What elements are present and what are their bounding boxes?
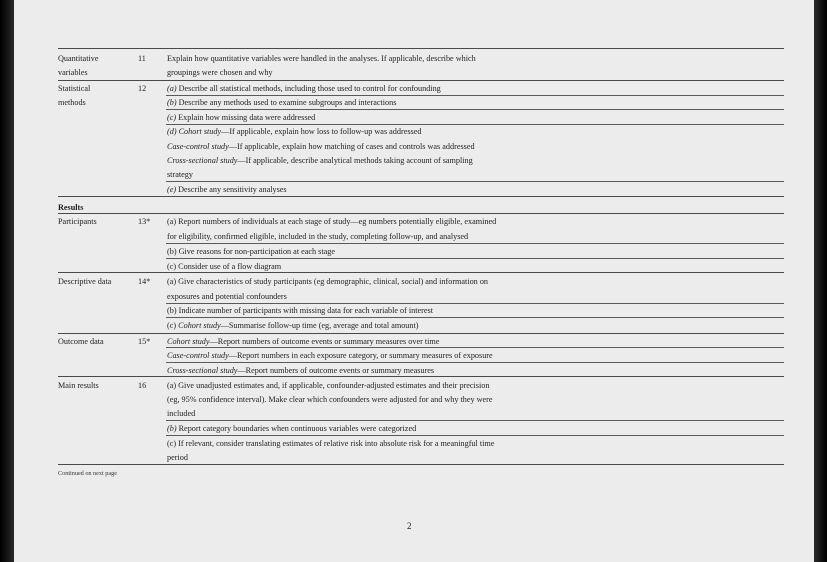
- item-number: 11: [138, 54, 146, 63]
- row-divider: [58, 376, 784, 377]
- item-number: 12: [138, 84, 147, 93]
- item-text: (b) Indicate number of participants with missing data for each variable of interest: [167, 306, 433, 315]
- item-text: (d) Cohort study—If applicable, explain how loss to follow-up was addressed: [167, 127, 422, 136]
- item-text: for eligibility, confirmed eligible, included in the study, completing follow-up, and analysed: [167, 232, 469, 241]
- item-divider: [166, 347, 784, 348]
- item-text: (a) Report numbers of individuals at each stage of study—eg numbers potentially eligible, examined: [167, 217, 497, 226]
- item-divider: [166, 95, 784, 96]
- row-label: Participants: [58, 217, 97, 226]
- item-text: (e) Describe any sensitivity analyses: [167, 185, 287, 194]
- item-text: exposures and potential confounders: [167, 292, 287, 301]
- item-divider: [166, 420, 784, 421]
- row-divider: [58, 213, 784, 214]
- item-divider: [166, 317, 784, 318]
- document-page: [14, 0, 814, 562]
- item-text: (b) Give reasons for non-participation at each stage: [167, 247, 336, 256]
- continued-note: Continued on next page: [58, 470, 117, 477]
- left-shadow: [0, 0, 14, 562]
- row-label: Quantitative: [58, 54, 99, 63]
- item-text: Case-control study—If applicable, explain how matching of cases and controls was addressed: [167, 142, 475, 151]
- item-number: 15*: [138, 337, 151, 346]
- item-text: (c) Explain how missing data were addressed: [167, 113, 316, 122]
- item-text: Cross-sectional study—Report numbers of outcome events or summary measures: [167, 366, 435, 375]
- item-number: 16: [138, 381, 147, 390]
- item-divider: [166, 435, 784, 436]
- page-number: 2: [407, 521, 412, 531]
- item-divider: [166, 362, 784, 363]
- item-text: (a) Give characteristics of study participants (eg demographic, clinical, social) and information on: [167, 277, 489, 286]
- item-text: (a) Describe all statistical methods, including those used to control for confounding: [167, 84, 441, 93]
- row-label: variables: [58, 68, 88, 77]
- row-divider: [58, 48, 784, 49]
- right-shadow: [814, 0, 827, 562]
- item-text: Explain how quantitative variables were handled in the analyses. If applicable, describe which: [167, 54, 476, 63]
- row-divider: [58, 196, 784, 197]
- row-label: Descriptive data: [58, 277, 112, 286]
- item-divider: [166, 303, 784, 304]
- item-text: included: [167, 409, 196, 418]
- checklist-table: [14, 0, 814, 562]
- item-text: (c) Cohort study—Summarise follow-up time (eg, average and total amount): [167, 321, 419, 330]
- row-divider: [58, 333, 784, 334]
- item-text: (eg, 95% confidence interval). Make clear which confounders were adjusted for and why they were: [167, 395, 493, 404]
- item-text: strategy: [167, 170, 193, 179]
- row-label: methods: [58, 98, 86, 107]
- row-label: Main results: [58, 381, 99, 390]
- row-divider: [58, 464, 784, 465]
- item-divider: [166, 243, 784, 244]
- item-text: Case-control study—Report numbers in each exposure category, or summary measures of exposure: [167, 351, 493, 360]
- row-divider: [58, 80, 784, 81]
- item-divider: [166, 109, 784, 110]
- item-text: (b) Report category boundaries when continuous variables were categorized: [167, 424, 417, 433]
- item-number: 13*: [138, 217, 151, 226]
- row-label: Statistical: [58, 84, 91, 93]
- item-divider: [166, 258, 784, 259]
- item-text: (b) Describe any methods used to examine subgroups and interactions: [167, 98, 397, 107]
- row-divider: [58, 272, 784, 273]
- row-label: Outcome data: [58, 337, 104, 346]
- item-divider: [166, 181, 784, 182]
- section-heading: Results: [58, 203, 84, 212]
- item-text: Cross-sectional study—If applicable, describe analytical methods taking account of sampling: [167, 156, 473, 165]
- item-divider: [166, 124, 784, 125]
- item-text: Cohort study—Report numbers of outcome events or summary measures over time: [167, 337, 440, 346]
- item-text: period: [167, 453, 188, 462]
- item-text: (c) Consider use of a flow diagram: [167, 262, 282, 271]
- item-number: 14*: [138, 277, 151, 286]
- item-text: (a) Give unadjusted estimates and, if applicable, confounder-adjusted estimates and their precision: [167, 381, 490, 390]
- item-text: groupings were chosen and why: [167, 68, 273, 77]
- item-text: (c) If relevant, consider translating estimates of relative risk into absolute risk for a meaningful time: [167, 439, 495, 448]
